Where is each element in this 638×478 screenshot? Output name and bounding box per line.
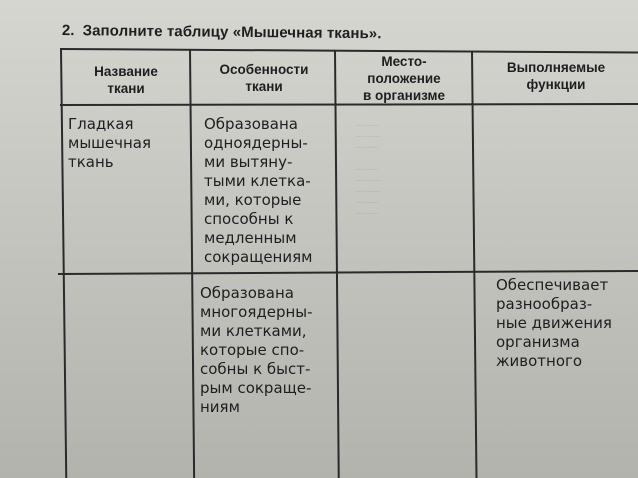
header-line: Особенности — [219, 62, 309, 77]
cell-line: многоядерны- — [200, 303, 313, 321]
cell-line: ми, которые — [204, 191, 302, 209]
table-left-border — [60, 48, 67, 478]
cell-line: ми клетками, — [200, 322, 307, 340]
header-line: Выполняемые — [506, 60, 606, 75]
cell-line: одноядерны- — [204, 134, 308, 152]
row2-functions — [496, 276, 636, 371]
cell-line: медленным — [204, 229, 297, 247]
header-location — [338, 54, 470, 105]
cell-line: Гладкая — [68, 115, 134, 133]
header-line: Название — [94, 64, 158, 79]
cell-line: разнообраз- — [496, 295, 593, 313]
header-tissue-features — [196, 62, 332, 96]
task-number: 2. — [61, 22, 75, 40]
header-line: в организме — [363, 87, 445, 103]
cell-line: которые спо- — [200, 341, 305, 359]
cell-line: ткань — [68, 153, 114, 171]
cell-line: ниям — [200, 398, 240, 416]
row1-tissue-features — [204, 115, 332, 267]
column-divider-1 — [189, 49, 195, 478]
row1-tissue-name — [68, 115, 186, 172]
cell-line: рым сокраще- — [200, 379, 312, 397]
cell-line: животного — [496, 352, 583, 370]
cell-line: мышечная — [68, 134, 151, 152]
cell-line: Образована — [204, 115, 298, 133]
table-top-border — [60, 48, 638, 54]
header-functions — [476, 60, 636, 94]
cell-line: тыми клетка- — [204, 172, 311, 190]
header-line: Место- — [381, 54, 427, 69]
cell-line: организма — [496, 333, 580, 351]
cell-line: собны к быст- — [200, 360, 311, 378]
header-line: ткани — [245, 78, 283, 94]
column-divider-2 — [334, 50, 340, 478]
cell-line: Образована — [200, 284, 294, 302]
header-line: положение — [367, 70, 441, 86]
header-tissue-name — [66, 64, 186, 98]
show-through-text: .......... ........... .......... .......... ........... ........... .......... .......... — [356, 118, 381, 216]
row-divider — [58, 270, 638, 275]
header-line: ткани — [107, 80, 145, 96]
row2-tissue-features — [200, 284, 332, 417]
cell-line: ные движения — [496, 314, 612, 332]
cell-line: сокращениям — [204, 248, 313, 266]
header-line: функции — [526, 76, 586, 92]
cell-line: способны к — [204, 210, 294, 228]
cell-line: Обеспечивает — [496, 276, 609, 294]
task-text: Заполните таблицу «Мышечная ткань». — [82, 22, 382, 43]
column-divider-3 — [471, 51, 477, 478]
cell-line: ми вытяну- — [204, 153, 293, 171]
